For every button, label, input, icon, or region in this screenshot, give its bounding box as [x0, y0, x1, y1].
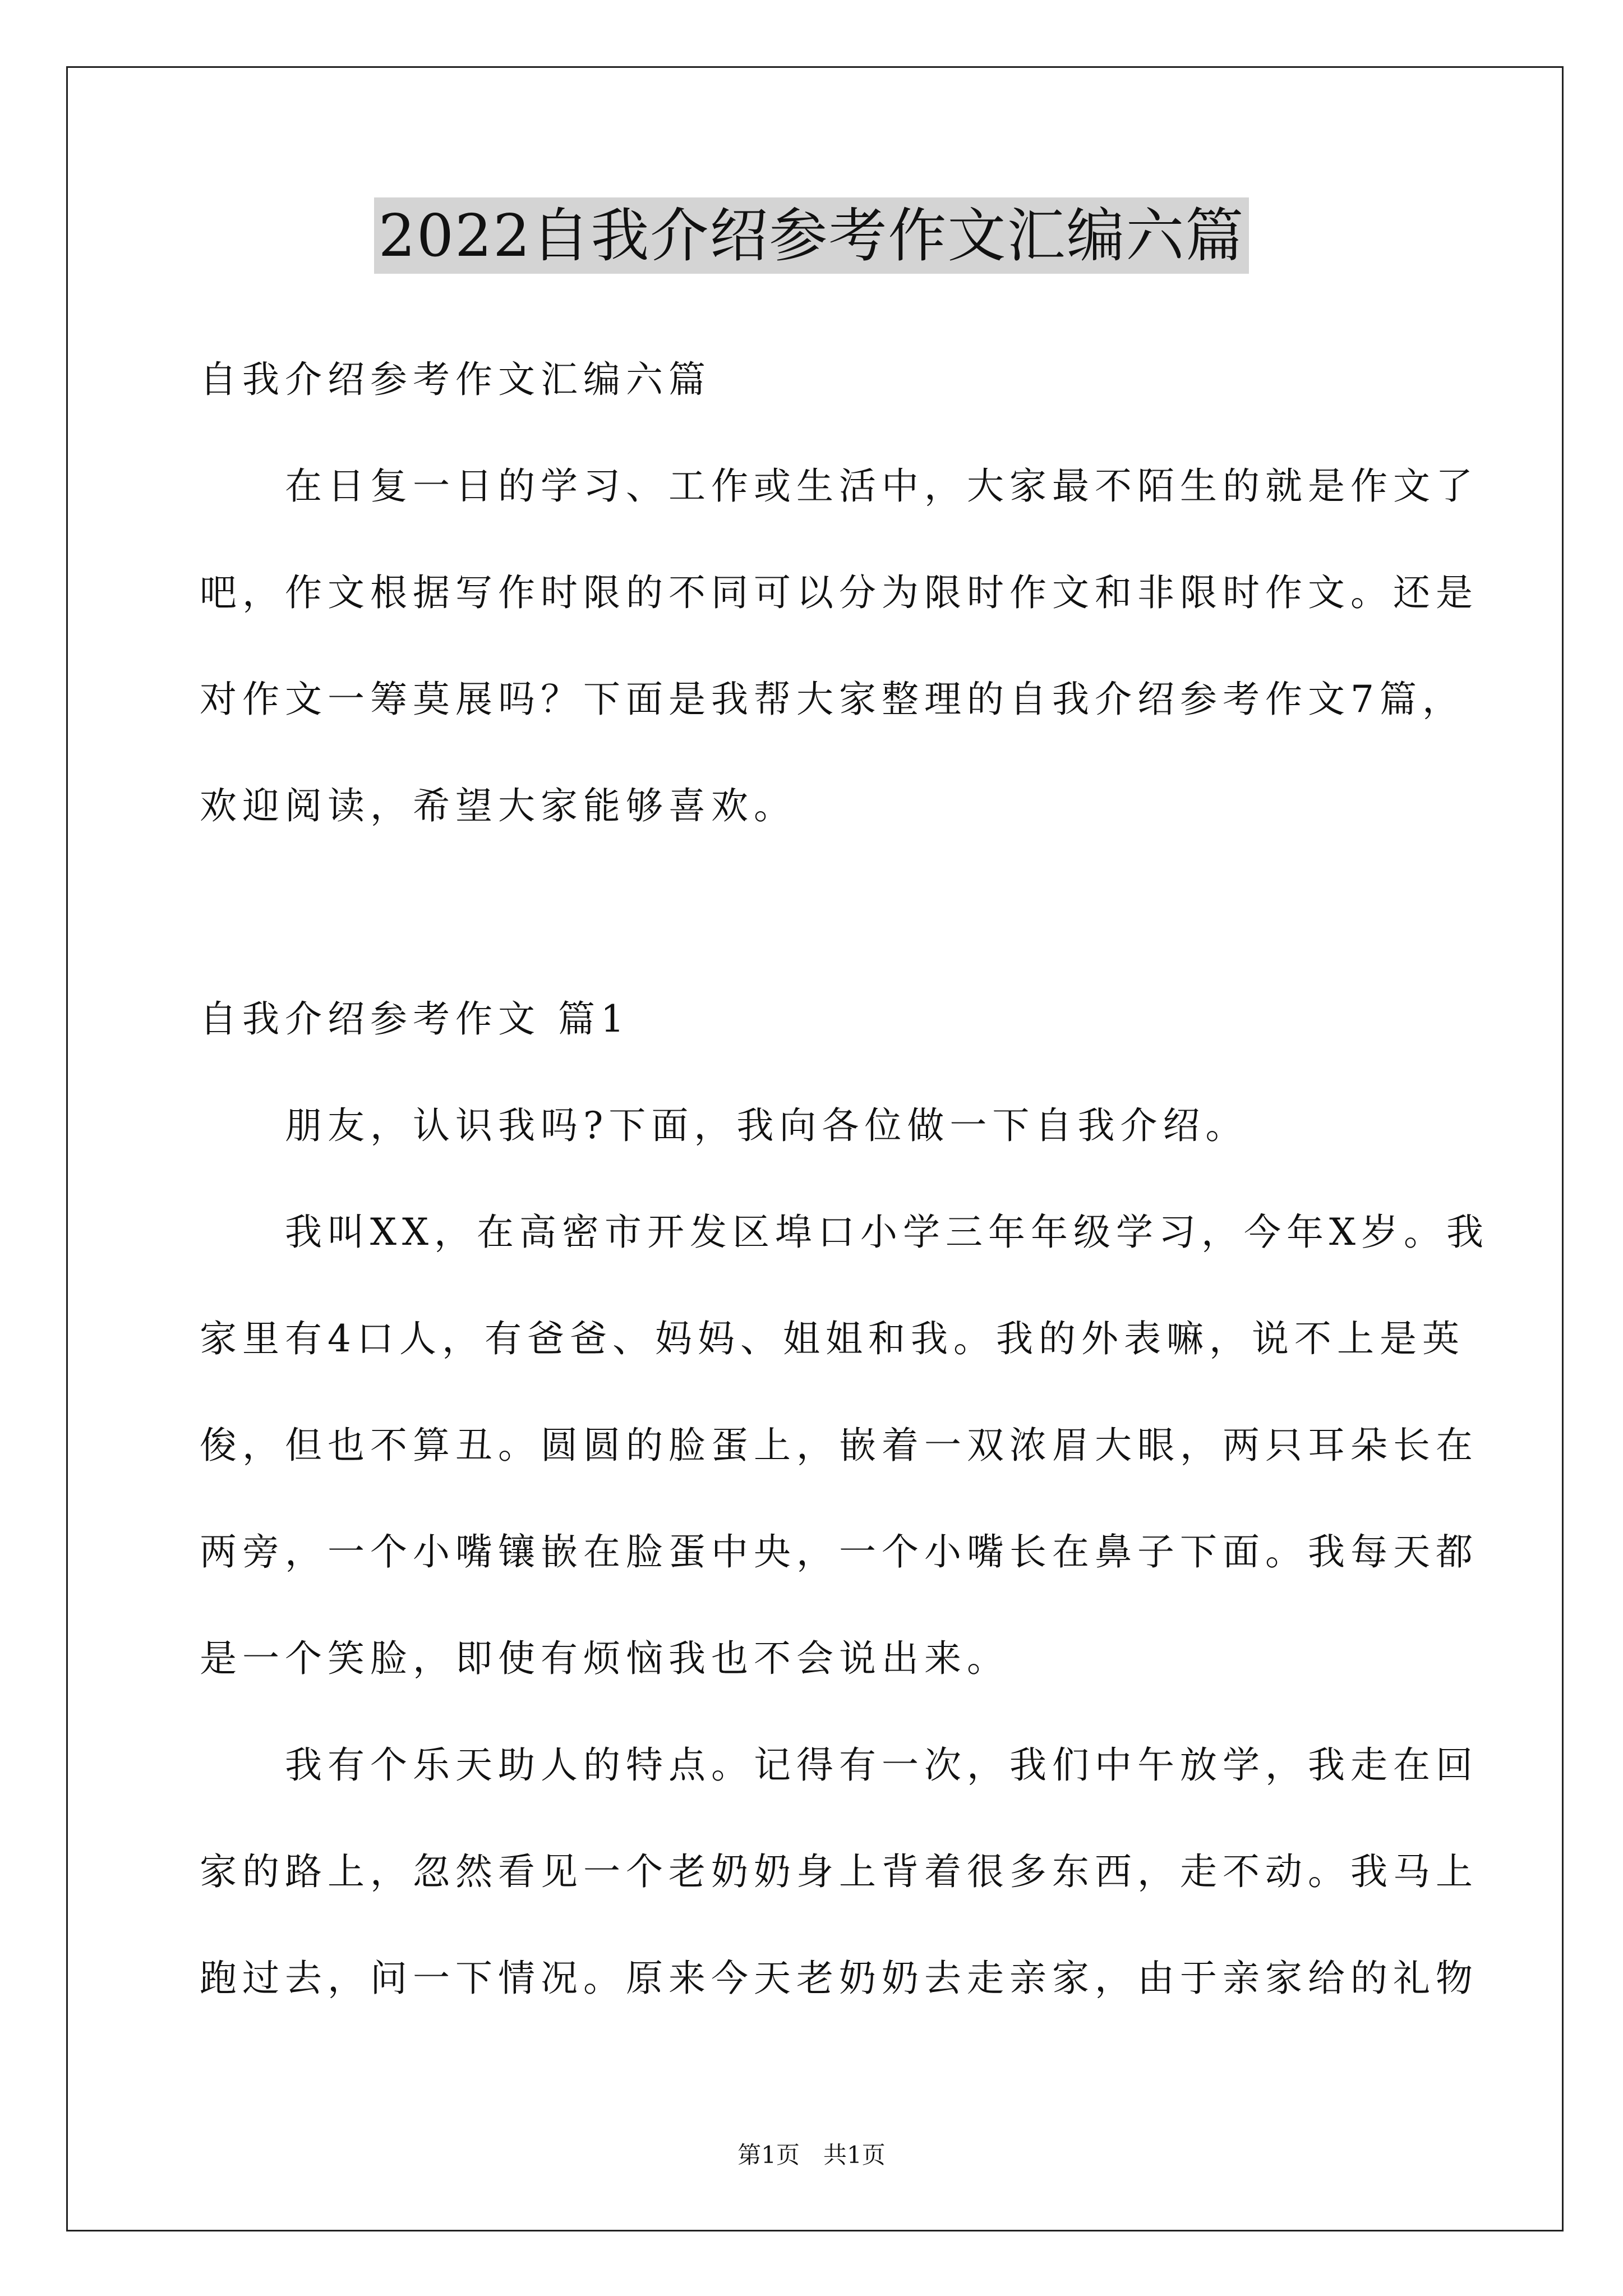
paragraph-line: 欢迎阅读，希望大家能够喜欢。 [200, 784, 796, 827]
section-heading: 自我介绍参考作文 篇1 [200, 997, 630, 1041]
paragraph-line: 跑过去，问一下情况。原来今天老奶奶去走亲家，由于亲家给的礼物 [200, 1957, 1478, 2000]
document-title: 2022自我介绍参考作文汇编六篇 [374, 197, 1249, 274]
paragraph-line: 吧，作文根据写作时限的不同可以分为限时作文和非限时作文。还是 [200, 571, 1478, 614]
paragraph-line: 在日复一日的学习、工作或生活中，大家最不陌生的就是作文了 [200, 464, 1478, 508]
paragraph-line: 朋友，认识我吗?下面，我向各位做一下自我介绍。 [200, 1104, 1248, 1147]
page-footer: 第1页 共1页 [737, 2141, 886, 2169]
paragraph-line: 家里有4口人，有爸爸、妈妈、姐姐和我。我的外表嘛，说不上是英 [200, 1317, 1465, 1360]
document-title-container [0, 197, 1623, 274]
paragraph-line: 家的路上，忽然看见一个老奶奶身上背着很多东西，走不动。我马上 [200, 1850, 1478, 1893]
paragraph-line: 两旁，一个小嘴镶嵌在脸蛋中央，一个小嘴长在鼻子下面。我每天都 [200, 1530, 1478, 1573]
subtitle-line: 自我介绍参考作文汇编六篇 [200, 358, 711, 401]
paragraph-line: 俊，但也不算丑。圆圆的脸蛋上，嵌着一双浓眉大眼，两只耳朵长在 [200, 1424, 1478, 1467]
paragraph-line: 是一个笑脸，即使有烦恼我也不会说出来。 [200, 1637, 1009, 1680]
paragraph-line: 我有个乐天助人的特点。记得有一次，我们中午放学，我走在回 [200, 1743, 1478, 1787]
paragraph-line: 对作文一筹莫展吗？下面是我帮大家整理的自我介绍参考作文7篇， [200, 678, 1465, 721]
paragraph-line: 我叫XX，在高密市开发区埠口小学三年年级学习，今年X岁。我 [200, 1211, 1489, 1254]
